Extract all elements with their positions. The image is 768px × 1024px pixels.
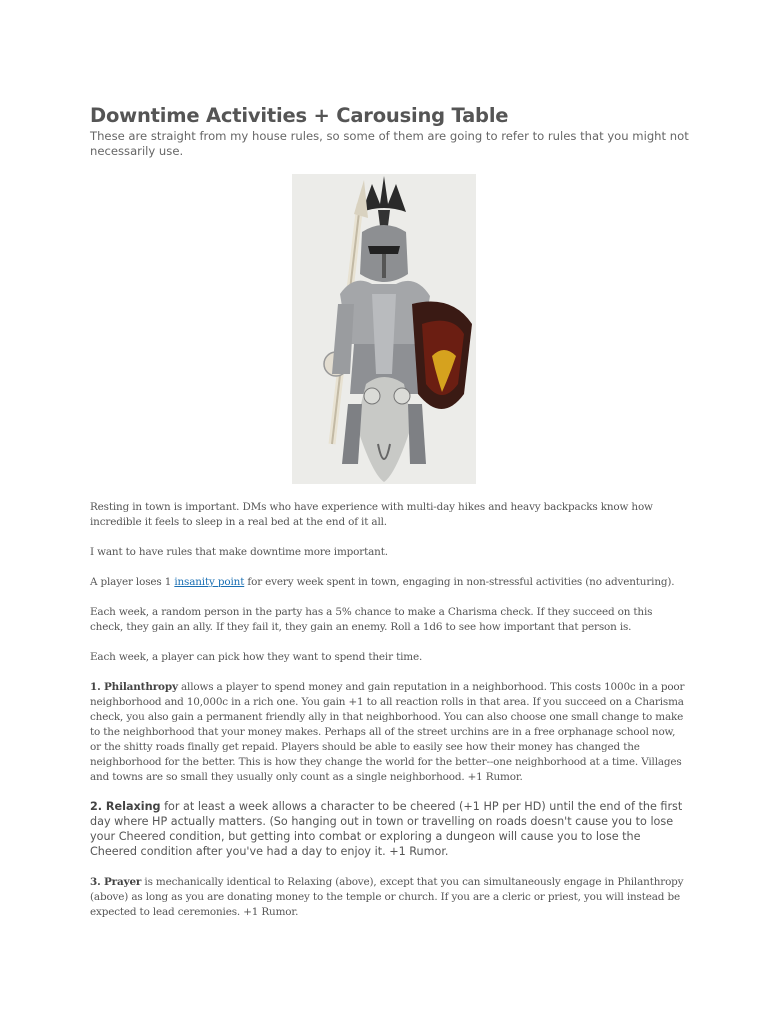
item-text: is mechanically identical to Relaxing (above), except that you can simultaneously engage in Philanthropy (above) as long as you are donating money to the temple or church. If you are a cleric or priest, you will instead be expected to lead ceremonies. +1 Rumor. [90, 876, 684, 918]
insanity-point-link[interactable]: insanity point [174, 576, 245, 588]
paragraph-insanity-before: A player loses 1 [90, 576, 175, 588]
knight-illustration [292, 174, 476, 484]
paragraph-insanity-after: for every week spent in town, engaging in non-stressful activities (no adventuring). [244, 576, 675, 588]
item-label: 1. Philanthropy [90, 681, 178, 693]
paragraph-weekly-choice: Each week, a player can pick how they want to spend their time. [90, 651, 423, 663]
item-label: 2. Relaxing [90, 800, 161, 813]
list-item-relaxing [90, 799, 688, 859]
list-item-prayer [90, 875, 688, 920]
paragraph-resting: Resting in town is important. DMs who have experience with multi-day hikes and heavy backpacks know how incredible it feels to sleep in a real bed at the end of it all. [90, 501, 653, 528]
paragraph-insanity [90, 575, 688, 590]
paragraph-ally-enemy: Each week, a random person in the party has a 5% chance to make a Charisma check. If they succeed on this check, they gain an ally. If they fail it, they gain an enemy. Roll a 1d6 to see how important that person is. [90, 606, 653, 633]
paragraph-downtime: I want to have rules that make downtime more important. [90, 546, 388, 558]
item-text: for at least a week allows a character to be cheered (+1 HP per HD) until the end of the first day where HP actually matters. (So hanging out in town or travelling on roads doesn't cause you to lose your Cheered condition, but getting into combat or exploring a dungeon will cause you to lose the Cheered condition after you've had a day to enjoy it. +1 Rumor. [90, 800, 683, 858]
intro-paragraph: These are straight from my house rules, so some of them are going to refer to rules that you might not necessarily use. [90, 129, 689, 158]
list-item-philanthropy [90, 680, 688, 785]
item-text: allows a player to spend money and gain reputation in a neighborhood. This costs 1000c in a poor neighborhood and 10,000c in a rich one. You gain +1 to all reaction rolls in that area. If you succeed on a Charisma check, you also gain a permanent friendly ally in that neighborhood. You can also choose one small change to make to the neighborhood that your money makes. Perhaps all of the street urchins are in a free orphanage school now, or the shitty roads finally get repaid. Players should be able to easily see how their money has changed the neighborhood for the better. This is how they change the world for the better--one neighborhood at a time. Villages and towns are so small they usually only count as a single neighborhood. +1 Rumor. [90, 681, 685, 783]
page-title: Downtime Activities + Carousing Table [90, 104, 509, 127]
item-label: 3. Prayer [90, 876, 142, 888]
